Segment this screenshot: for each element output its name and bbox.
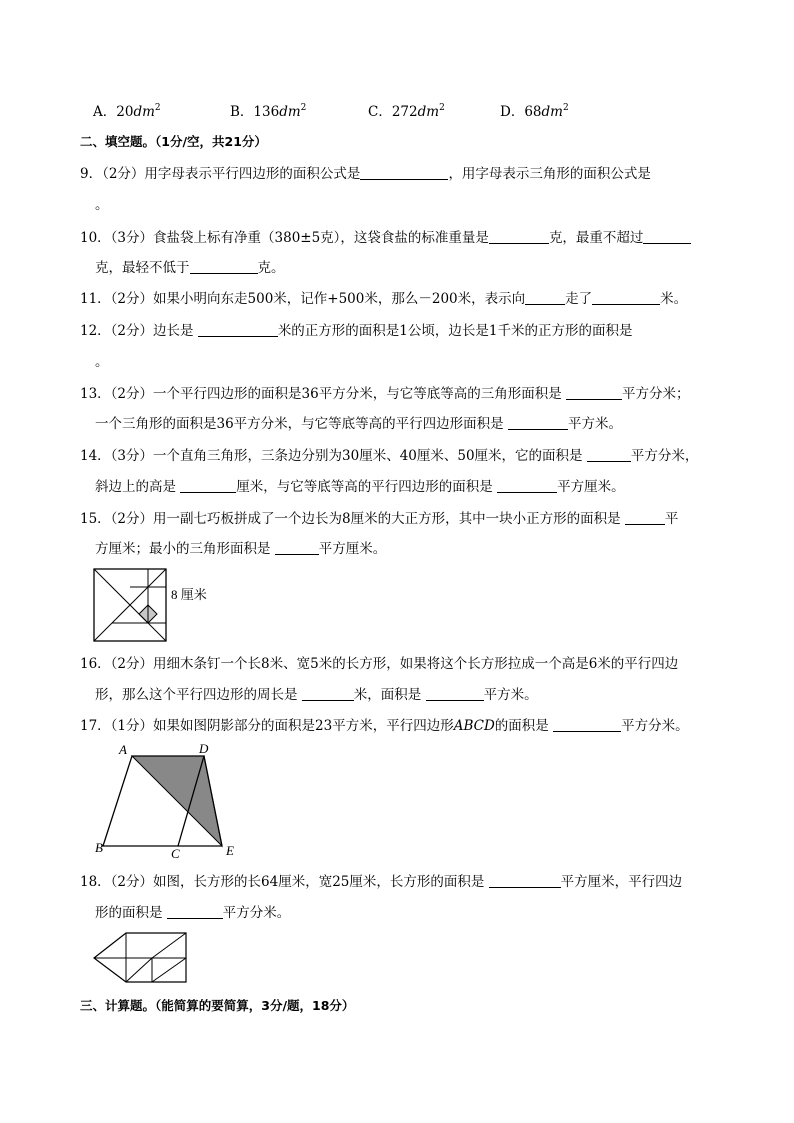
answer-blank[interactable]: [489, 229, 549, 244]
answer-blank[interactable]: [180, 478, 236, 493]
question-9: 9．（2分）用字母表示平行四边形的面积公式是 ，用字母表示三角形的面积公式是: [80, 166, 651, 182]
answer-blank[interactable]: [508, 415, 568, 430]
answer-blank[interactable]: [360, 165, 448, 180]
vertex-a-label: A: [119, 742, 127, 757]
answer-blank[interactable]: [302, 686, 354, 701]
tangram-figure: [93, 568, 223, 642]
vertex-d-label: D: [199, 741, 209, 756]
answer-blank[interactable]: [587, 447, 631, 462]
question-13-cont: 一个三角形的面积是36平方分米，与它等底等高的平行四边形面积是 平方米。: [95, 416, 622, 432]
question-15-cont: 方厘米；最小的三角形面积是 平方厘米。: [95, 541, 387, 557]
answer-blank[interactable]: [426, 686, 484, 701]
answer-blank[interactable]: [625, 510, 665, 525]
option-b: B．$136dm^2$: [230, 103, 307, 120]
answer-blank[interactable]: [553, 717, 621, 732]
answer-blank[interactable]: [643, 229, 691, 244]
question-10: 10．（3分）食盐袋上标有净重（380±5克），这袋食盐的标准重量是 克，最重不超过: [80, 228, 720, 248]
answer-blank[interactable]: [489, 873, 561, 888]
question-17: 17．（1分）如果如图阴影部分的面积是23平方米，平行四边形ABCD的面积是 平方分米。: [80, 718, 689, 734]
answer-blank[interactable]: [497, 478, 557, 493]
vertex-b-label: B: [95, 840, 103, 855]
option-d: D．$68dm^2$: [500, 103, 569, 120]
parallelogram-figure: [92, 740, 240, 864]
answer-blank[interactable]: [566, 385, 622, 400]
question-12-end: 。: [95, 354, 109, 370]
question-14: 14．（3分）一个直角三角形，三条边分别为30厘米、40厘米、50厘米，它的面积是 平方分米，: [80, 448, 699, 464]
answer-blank[interactable]: [592, 290, 660, 305]
question-16-cont: 形，那么这个平行四边形的周长是 米，面积是 平方米。: [95, 687, 538, 703]
question-9-end: 。: [95, 197, 109, 213]
section-2-title: 二、填空题。（1分/空，共21分）: [80, 134, 267, 149]
question-18: 18．（2分）如图，长方形的长64厘米，宽25厘米，长方形的面积是 平方厘米，平行四边: [80, 874, 683, 890]
vertex-e-label: E: [226, 843, 234, 858]
option-a: A．$20dm^2$: [93, 103, 161, 120]
answer-blank[interactable]: [275, 540, 319, 555]
question-13: 13．（2分）一个平行四边形的面积是36平方分米，与它等底等高的三角形面积是 平方分米；: [80, 386, 690, 402]
section-3-title: 三、计算题。（能简算的要简算，3分/题，18分）: [80, 998, 355, 1013]
question-10-cont: 克，最轻不低于 克。: [95, 260, 285, 276]
answer-blank[interactable]: [190, 259, 258, 274]
question-11: 11．（2分）如果小明向东走500米，记作+500米，那么－200米，表示向 走了 米。: [80, 291, 688, 307]
question-14-cont: 斜边上的高是 厘米，与它等底等高的平行四边形的面积是 平方厘米。: [95, 479, 625, 495]
vertex-c-label: C: [171, 846, 180, 861]
question-18-cont: 形的面积是 平方分米。: [95, 905, 291, 921]
tangram-side-label: 8 厘米: [171, 587, 207, 602]
question-16: 16．（2分）用细木条钉一个长8米、宽5米的长方形，如果将这个长方形拉成一个高是6米的平行四边: [80, 656, 679, 672]
answer-blank[interactable]: [198, 322, 278, 337]
answer-blank[interactable]: [525, 290, 565, 305]
option-c: C．$272dm^2$: [368, 103, 445, 120]
question-12: 12．（2分）边长是 米的正方形的面积是1公顷，边长是1千米的正方形的面积是: [80, 323, 633, 339]
question-15: 15．（2分）用一副七巧板拼成了一个边长为8厘米的大正方形，其中一块小正方形的面积是 平: [80, 511, 679, 527]
answer-blank[interactable]: [167, 904, 223, 919]
rectangle-parallelogram-figure: [92, 930, 192, 986]
